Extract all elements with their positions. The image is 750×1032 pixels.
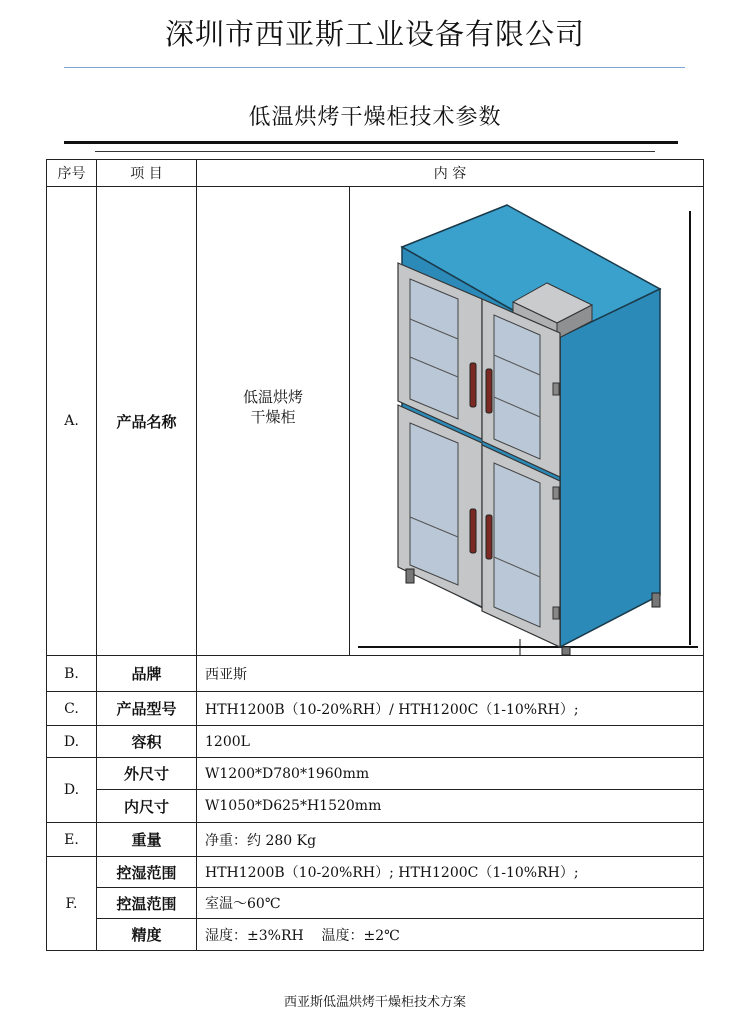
row-item: 控温范围	[97, 888, 197, 919]
table-row	[47, 726, 704, 758]
spec-table	[46, 159, 704, 951]
door-bottom-right	[482, 445, 560, 647]
row-index: B.	[47, 656, 97, 692]
product-name-line1: 低温烘烤	[242, 388, 303, 406]
table-row	[47, 758, 704, 790]
row-item: 外尺寸	[97, 758, 197, 790]
cabinet-illustration	[350, 187, 703, 655]
row-item: 重量	[97, 823, 197, 857]
row-item: 内尺寸	[97, 790, 197, 823]
page-footer: 西亚斯低温烘烤干燥柜技术方案	[283, 995, 466, 1010]
title-rule-thick	[64, 141, 678, 144]
row-value: 室温～60℃	[197, 888, 704, 919]
table-header-row	[47, 160, 704, 187]
row-value: 西亚斯	[197, 656, 704, 692]
table-row	[47, 790, 704, 823]
product-image-cell	[350, 187, 704, 656]
document-title: 低温烘烤干燥柜技术参数	[248, 105, 502, 130]
row-index: D.	[47, 726, 97, 758]
row-item: 品牌	[97, 656, 197, 692]
row-value: 湿度：±3%RH 温度：±2℃	[197, 919, 704, 951]
company-name: 深圳市西亚斯工业设备有限公司	[164, 17, 585, 51]
row-item: 产品名称	[97, 187, 197, 656]
row-item: 精度	[97, 919, 197, 951]
table-row-product	[47, 187, 704, 656]
title-rule-thin	[95, 151, 655, 152]
table-row	[47, 823, 704, 857]
table-row	[47, 857, 704, 888]
product-name-line2: 干燥柜	[250, 408, 296, 426]
row-item: 容积	[97, 726, 197, 758]
product-name-cell	[197, 187, 350, 656]
row-item: 控湿范围	[97, 857, 197, 888]
header-content: 内 容	[197, 160, 704, 187]
header-divider	[64, 67, 685, 68]
header-index: 序号	[47, 160, 97, 187]
row-value: HTH1200B（10-20%RH）; HTH1200C（1-10%RH）;	[197, 857, 704, 888]
row-value: 净重：约 280 Kg	[197, 823, 704, 857]
table-row	[47, 692, 704, 726]
row-index: F.	[47, 857, 97, 951]
row-value: 1200L	[197, 726, 704, 758]
row-index: A.	[47, 187, 97, 656]
row-value: HTH1200B（10-20%RH）/ HTH1200C（1-10%RH）;	[197, 692, 704, 726]
header-item: 项 目	[97, 160, 197, 187]
table-row	[47, 919, 704, 951]
row-value: W1200*D780*1960mm	[197, 758, 704, 790]
row-value: W1050*D625*H1520mm	[197, 790, 704, 823]
row-index: E.	[47, 823, 97, 857]
row-item: 产品型号	[97, 692, 197, 726]
row-index: C.	[47, 692, 97, 726]
table-row	[47, 656, 704, 692]
table-row	[47, 888, 704, 919]
row-index: D.	[47, 758, 97, 823]
